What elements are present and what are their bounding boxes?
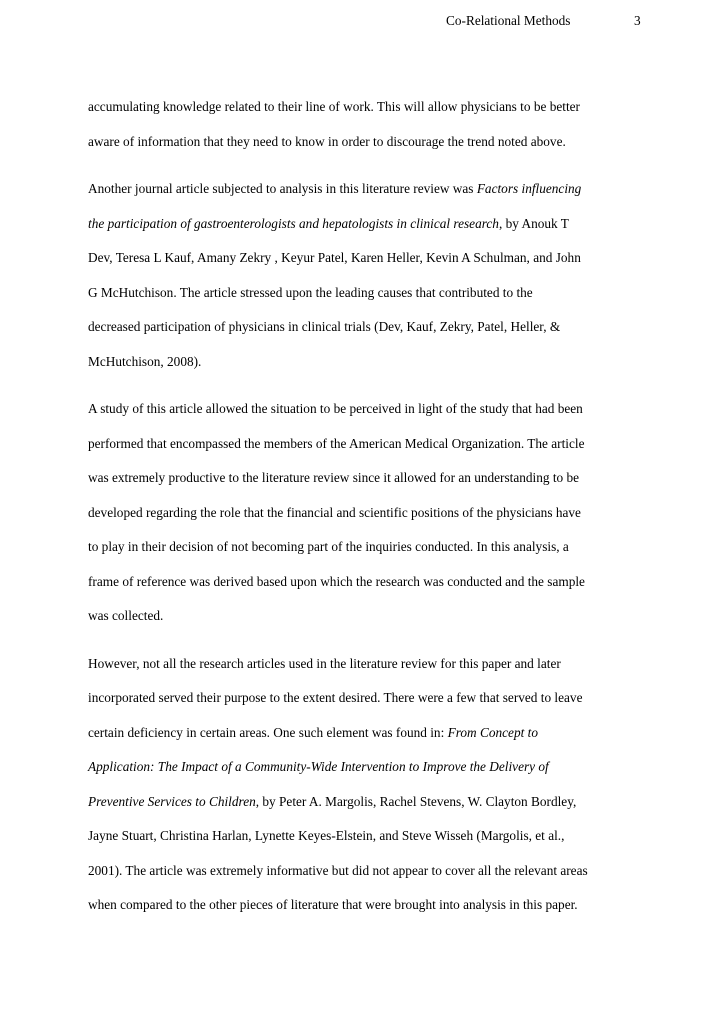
paragraph bbox=[88, 647, 648, 923]
body-text: certain deficiency in certain areas. One such element was found in: bbox=[88, 724, 448, 740]
text-line bbox=[88, 530, 648, 565]
body-text: decreased participation of physicians in clinical trials (Dev, Kauf, Zekry, Patel, Heller, & bbox=[88, 319, 561, 334]
paragraph-gap bbox=[88, 159, 648, 172]
paragraph-gap bbox=[88, 634, 648, 647]
text-line bbox=[88, 172, 648, 207]
page-number: 3 bbox=[634, 13, 641, 28]
text-line bbox=[88, 207, 648, 242]
text-line bbox=[88, 461, 648, 496]
text-line bbox=[88, 599, 648, 634]
body-text: incorporated served their purpose to the extent desired. There were a few that served to leave bbox=[88, 690, 583, 705]
italic-title-text: From Concept to bbox=[447, 724, 538, 740]
body-text: Dev, Teresa L Kauf, Amany Zekry , Keyur Patel, Karen Heller, Kevin A Schulman, and John bbox=[88, 250, 581, 265]
body-text: was collected. bbox=[88, 608, 164, 623]
text-line bbox=[88, 750, 648, 785]
body-text: aware of information that they need to know in order to discourage the trend noted above. bbox=[88, 133, 566, 149]
text-line bbox=[88, 310, 648, 345]
body-text: Jayne Stuart, Christina Harlan, Lynette Keyes-Elstein, and Steve Wisseh (Margolis, et al., bbox=[88, 828, 565, 843]
italic-title-text: Application: The Impact of a Community-Wide Intervention to Improve the Delivery of bbox=[88, 759, 549, 774]
text-line bbox=[88, 888, 648, 923]
text-line bbox=[88, 241, 648, 276]
body-text: developed regarding the role that the financial and scientific positions of the physicians have bbox=[88, 504, 581, 520]
text-line bbox=[88, 427, 648, 462]
body-text: However, not all the research articles used in the literature review for this paper and later bbox=[88, 655, 561, 671]
body-text: G McHutchison. The article stressed upon the leading causes that contributed to the bbox=[88, 284, 533, 300]
paragraph bbox=[88, 172, 648, 379]
text-line bbox=[88, 125, 648, 160]
body-text: McHutchison, 2008). bbox=[88, 353, 202, 369]
text-line bbox=[88, 345, 648, 380]
text-line bbox=[88, 819, 648, 854]
body-text: , by Anouk T bbox=[498, 215, 569, 231]
body-text: Another journal article subjected to analysis in this literature review was bbox=[88, 181, 477, 196]
text-line bbox=[88, 565, 648, 600]
italic-title-text: Preventive Services to Children bbox=[88, 793, 256, 809]
text-line bbox=[88, 681, 648, 716]
text-line bbox=[88, 276, 648, 311]
paragraph-gap bbox=[88, 379, 648, 392]
text-line bbox=[88, 392, 648, 427]
text-line bbox=[88, 90, 648, 125]
text-line bbox=[88, 716, 648, 751]
running-head: Co-Relational Methods bbox=[446, 13, 571, 28]
body-text: frame of reference was derived based upon which the research was conducted and the sample bbox=[88, 573, 585, 589]
text-line bbox=[88, 647, 648, 682]
paragraph bbox=[88, 392, 648, 634]
body-text: when compared to the other pieces of literature that were brought into analysis in this paper. bbox=[88, 897, 578, 912]
italic-title-text: Factors influencing bbox=[476, 181, 582, 196]
body-text: , by Peter A. Margolis, Rachel Stevens, W. Clayton Bordley, bbox=[255, 793, 577, 809]
body-text: performed that encompassed the members of the American Medical Organization. The article bbox=[88, 435, 585, 451]
body-text: accumulating knowledge related to their line of work. This will allow physicians to be better bbox=[88, 99, 580, 114]
body-text: was extremely productive to the literature review since it allowed for an understanding to be bbox=[88, 470, 580, 485]
text-line bbox=[88, 785, 648, 820]
text-line bbox=[88, 854, 648, 889]
italic-title-text: the participation of gastroenterologists and hepatologists in clinical research bbox=[88, 215, 499, 231]
body-text: to play in their decision of not becoming part of the inquiries conducted. In this analysis, a bbox=[88, 539, 569, 554]
paragraph bbox=[88, 90, 648, 159]
document-body bbox=[88, 90, 648, 923]
text-line bbox=[88, 496, 648, 531]
body-text: A study of this article allowed the situation to be perceived in light of the study that had been bbox=[88, 401, 583, 416]
body-text: 2001). The article was extremely informative but did not appear to cover all the relevant areas bbox=[88, 862, 588, 878]
